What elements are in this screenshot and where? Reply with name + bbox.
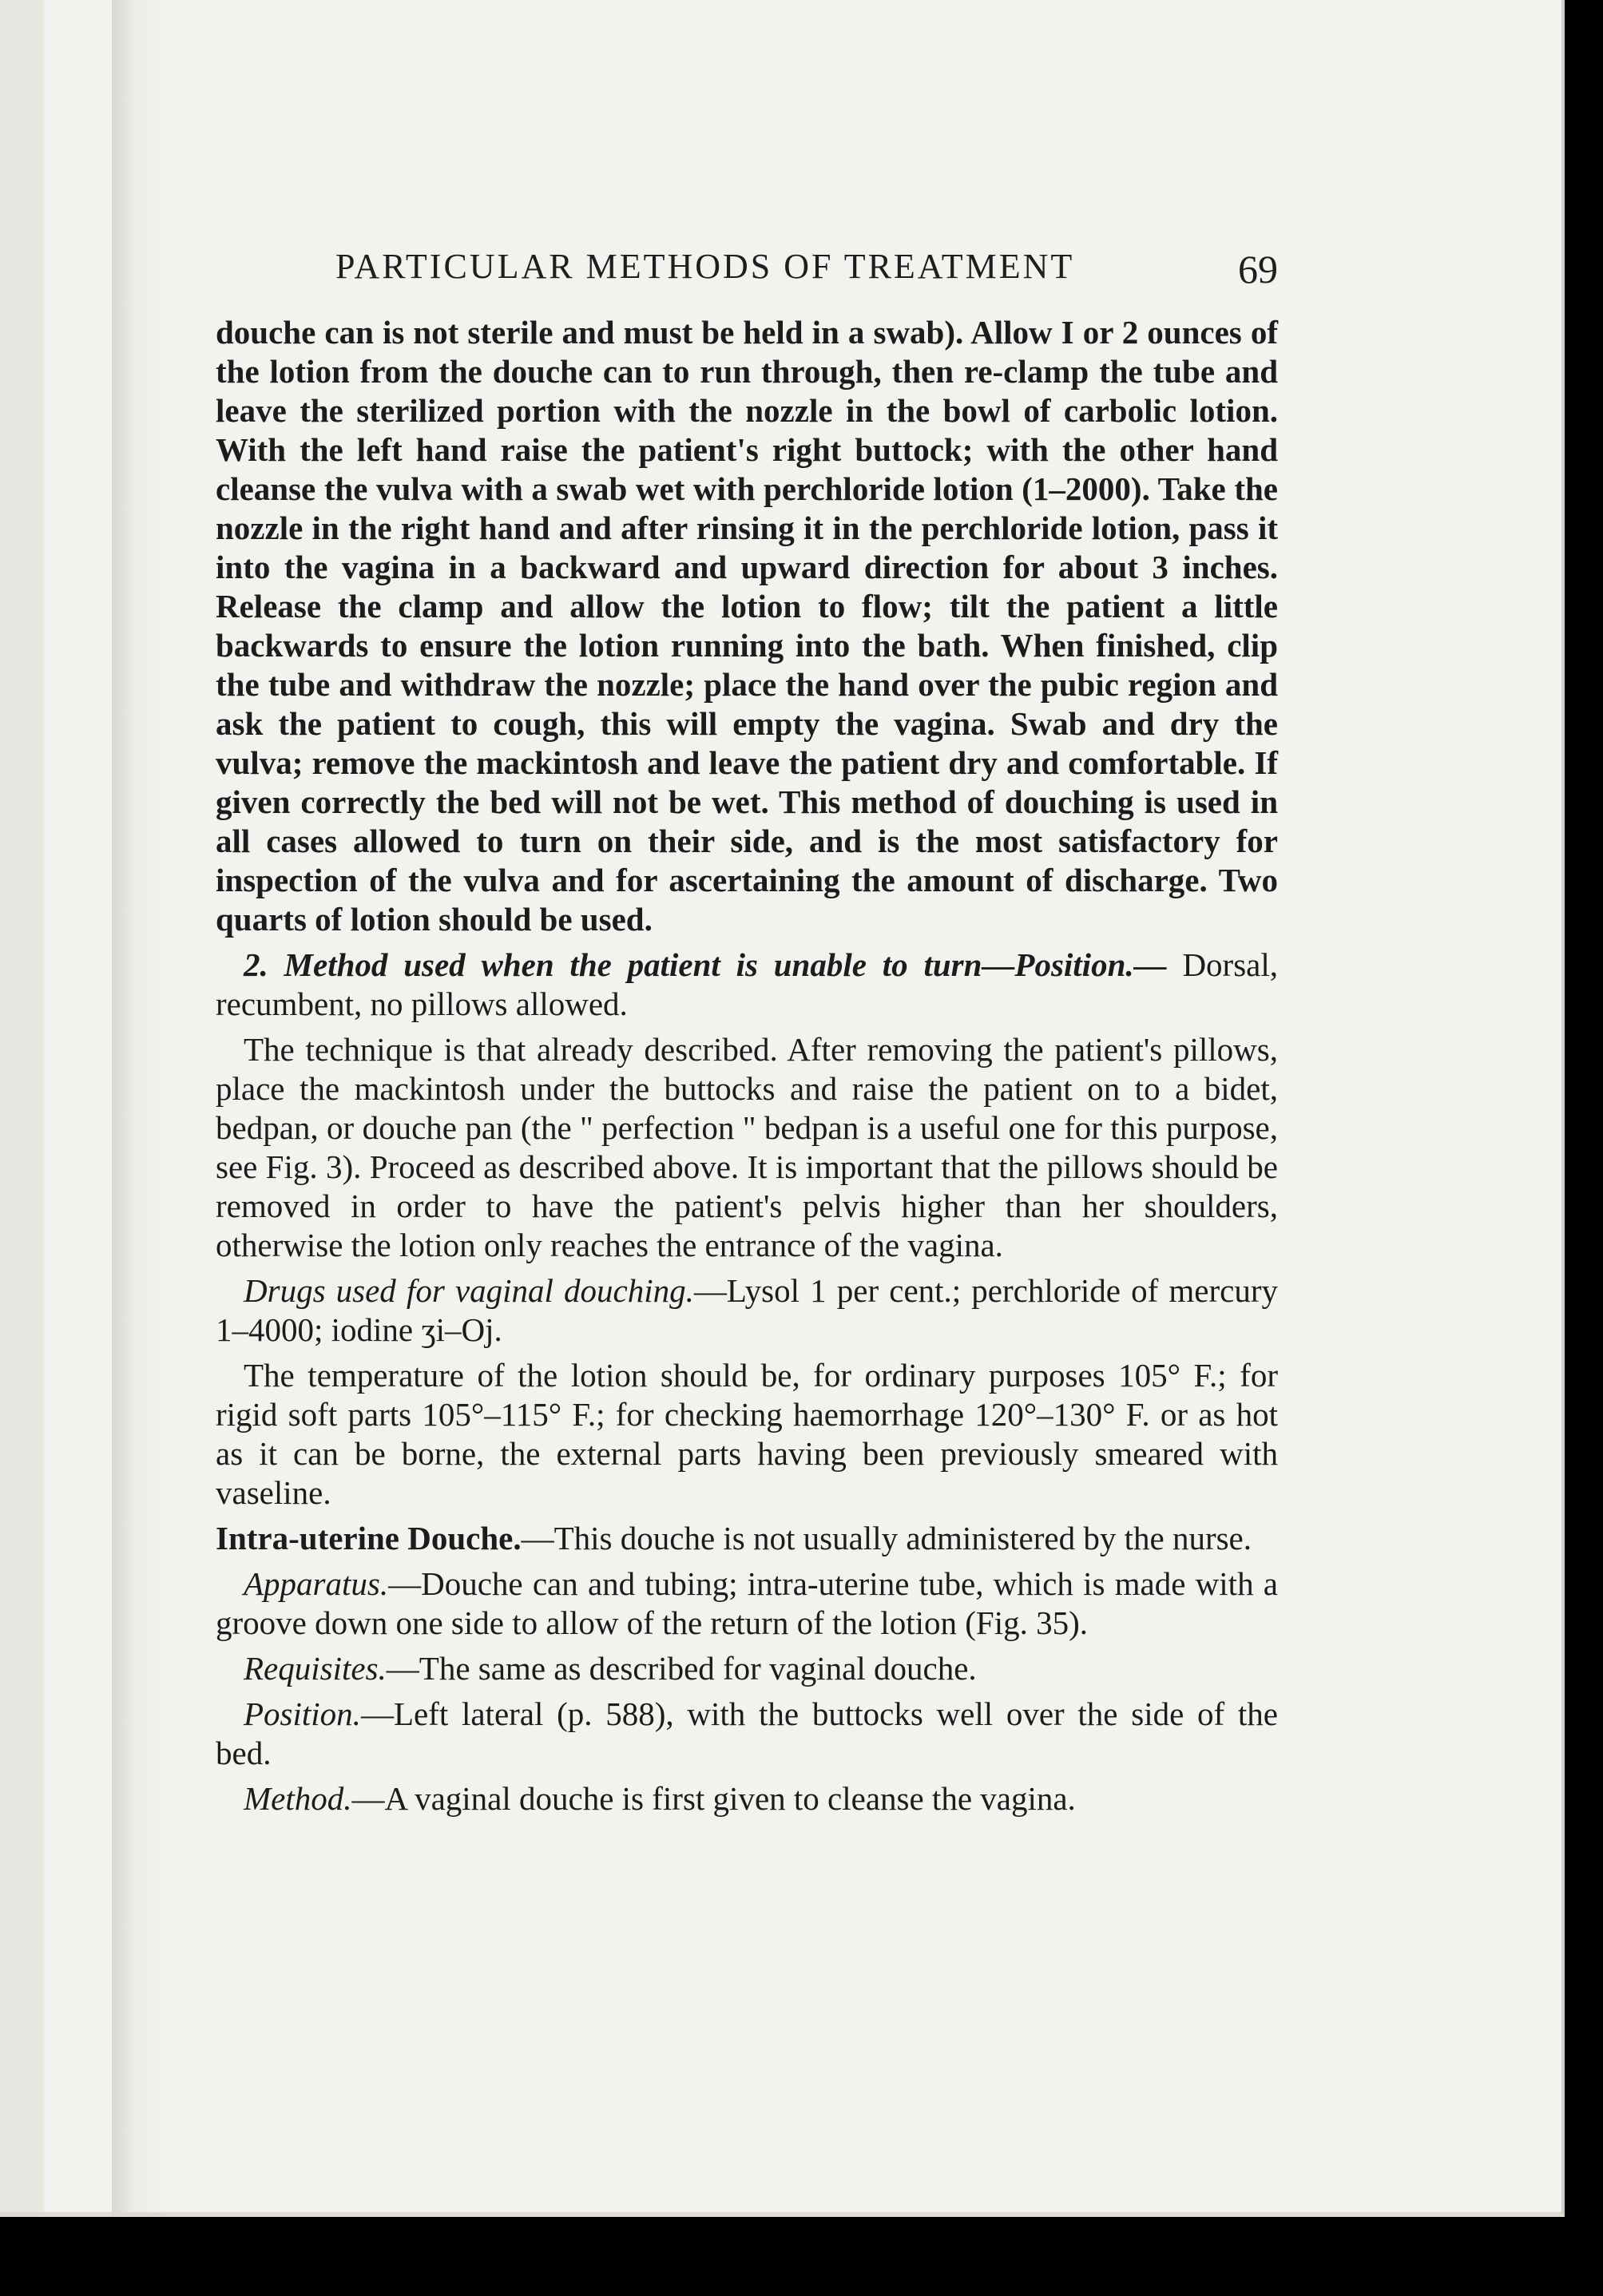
- paragraph-text: —This douche is not usually administered by the nurse.: [521, 1520, 1252, 1556]
- paragraph-technique: [216, 1030, 1278, 1265]
- paragraph-text: The technique is that already described. After removing the patient's pillows, place the mackintosh under the buttocks and raise the patient on to a bidet, bedpan, or douche pan (the " perfection " bedpan is a useful one for this purpose, see Fig. 3). Proceed as described above. It is important that the pillows should be removed in order to have the patient's pelvis higher than her shoulders, otherwise the lotion only reaches the entrance of the vagina.: [216, 1031, 1278, 1263]
- requisites-heading: Requisites.: [244, 1650, 387, 1687]
- paragraph-text: —Left lateral (p. 588), with the buttocks well over the side of the bed.: [216, 1695, 1278, 1771]
- paragraph-text: The temperature of the lotion should be, for ordinary purposes 105° F.; for rigid soft parts 105°–115° F.; for checking haemorrhage 120°–130° F. or as hot as it can be borne, the external parts having been previously smeared with vaseline.: [216, 1357, 1278, 1511]
- paragraph-temperature: [216, 1356, 1278, 1513]
- method-heading: 2. Method used when the patient is unable to turn—Position.—: [244, 946, 1167, 983]
- paragraph-method: [216, 1779, 1278, 1818]
- paragraph-text: —The same as described for vaginal douche.: [386, 1650, 977, 1687]
- paragraph-vaginal-douche-procedure: [216, 313, 1278, 939]
- paragraph-text: —A vaginal douche is first given to cleanse the vagina.: [351, 1780, 1076, 1817]
- position-heading: Position.: [244, 1695, 361, 1732]
- paragraph-text: douche can is not sterile and must be held in a swab). Allow I or 2 ounces of the lotion from the douche can to run through, then re-clamp the tube and leave the sterilized portion with the nozzle in the bowl of carbolic lotion. With the left hand raise the patient's right buttock; with the other hand cleanse the vulva with a swab wet with perchloride lotion (1–2000). Take the nozzle in the right hand and after rinsing it in the perchloride lotion, pass it into the vagina in a backward and upward direction for about 3 inches. Release the clamp and allow the lotion to flow; tilt the patient a little backwards to ensure the lotion running into the bath. When finished, clip the tube and withdraw the nozzle; place the hand over the pubic region and ask the patient to cough, this will empty the vagina. Swab and dry the vulva; remove the mackintosh and leave the patient dry and comfortable. If given correctly the bed will not be wet. This method of douching is used in all cases allowed to turn on their side, and is the most satisfactory for inspection of the vulva and for ascertaining the amount of discharge. Two quarts of lotion should be used.: [216, 314, 1278, 938]
- method-heading: Method.: [244, 1780, 352, 1817]
- binding-gutter: [112, 0, 168, 2212]
- apparatus-heading: Apparatus.: [244, 1565, 389, 1602]
- section-heading: Intra-uterine Douche.: [216, 1520, 522, 1556]
- paragraph-text: —Lysol 1 per cent.; perchloride of mercury 1–4000; iodine ʒi–Oj.: [216, 1272, 1278, 1348]
- paragraph-drugs: [216, 1271, 1278, 1350]
- paragraph-position: [216, 1695, 1278, 1773]
- paragraph-apparatus: [216, 1564, 1278, 1643]
- drugs-heading: Drugs used for vaginal douching.: [244, 1272, 694, 1309]
- body-text: [216, 313, 1278, 1825]
- paragraph-requisites: [216, 1649, 1278, 1688]
- paragraph-text: —Douche can and tubing; intra-uterine tube, which is made with a groove down one side to allow of the return of the lotion (Fig. 35).: [216, 1565, 1278, 1641]
- paragraph-text: Dorsal, recumbent, no pillows allowed.: [216, 946, 1279, 1022]
- page-number: 69: [1238, 247, 1278, 291]
- page-edge: [0, 0, 44, 2212]
- paragraph-method-unable-to-turn: [216, 946, 1278, 1024]
- paragraph-intra-uterine-douche: [216, 1519, 1278, 1558]
- page-header: [335, 240, 1278, 303]
- running-title: PARTICULAR METHODS OF TREATMENT: [335, 247, 1075, 286]
